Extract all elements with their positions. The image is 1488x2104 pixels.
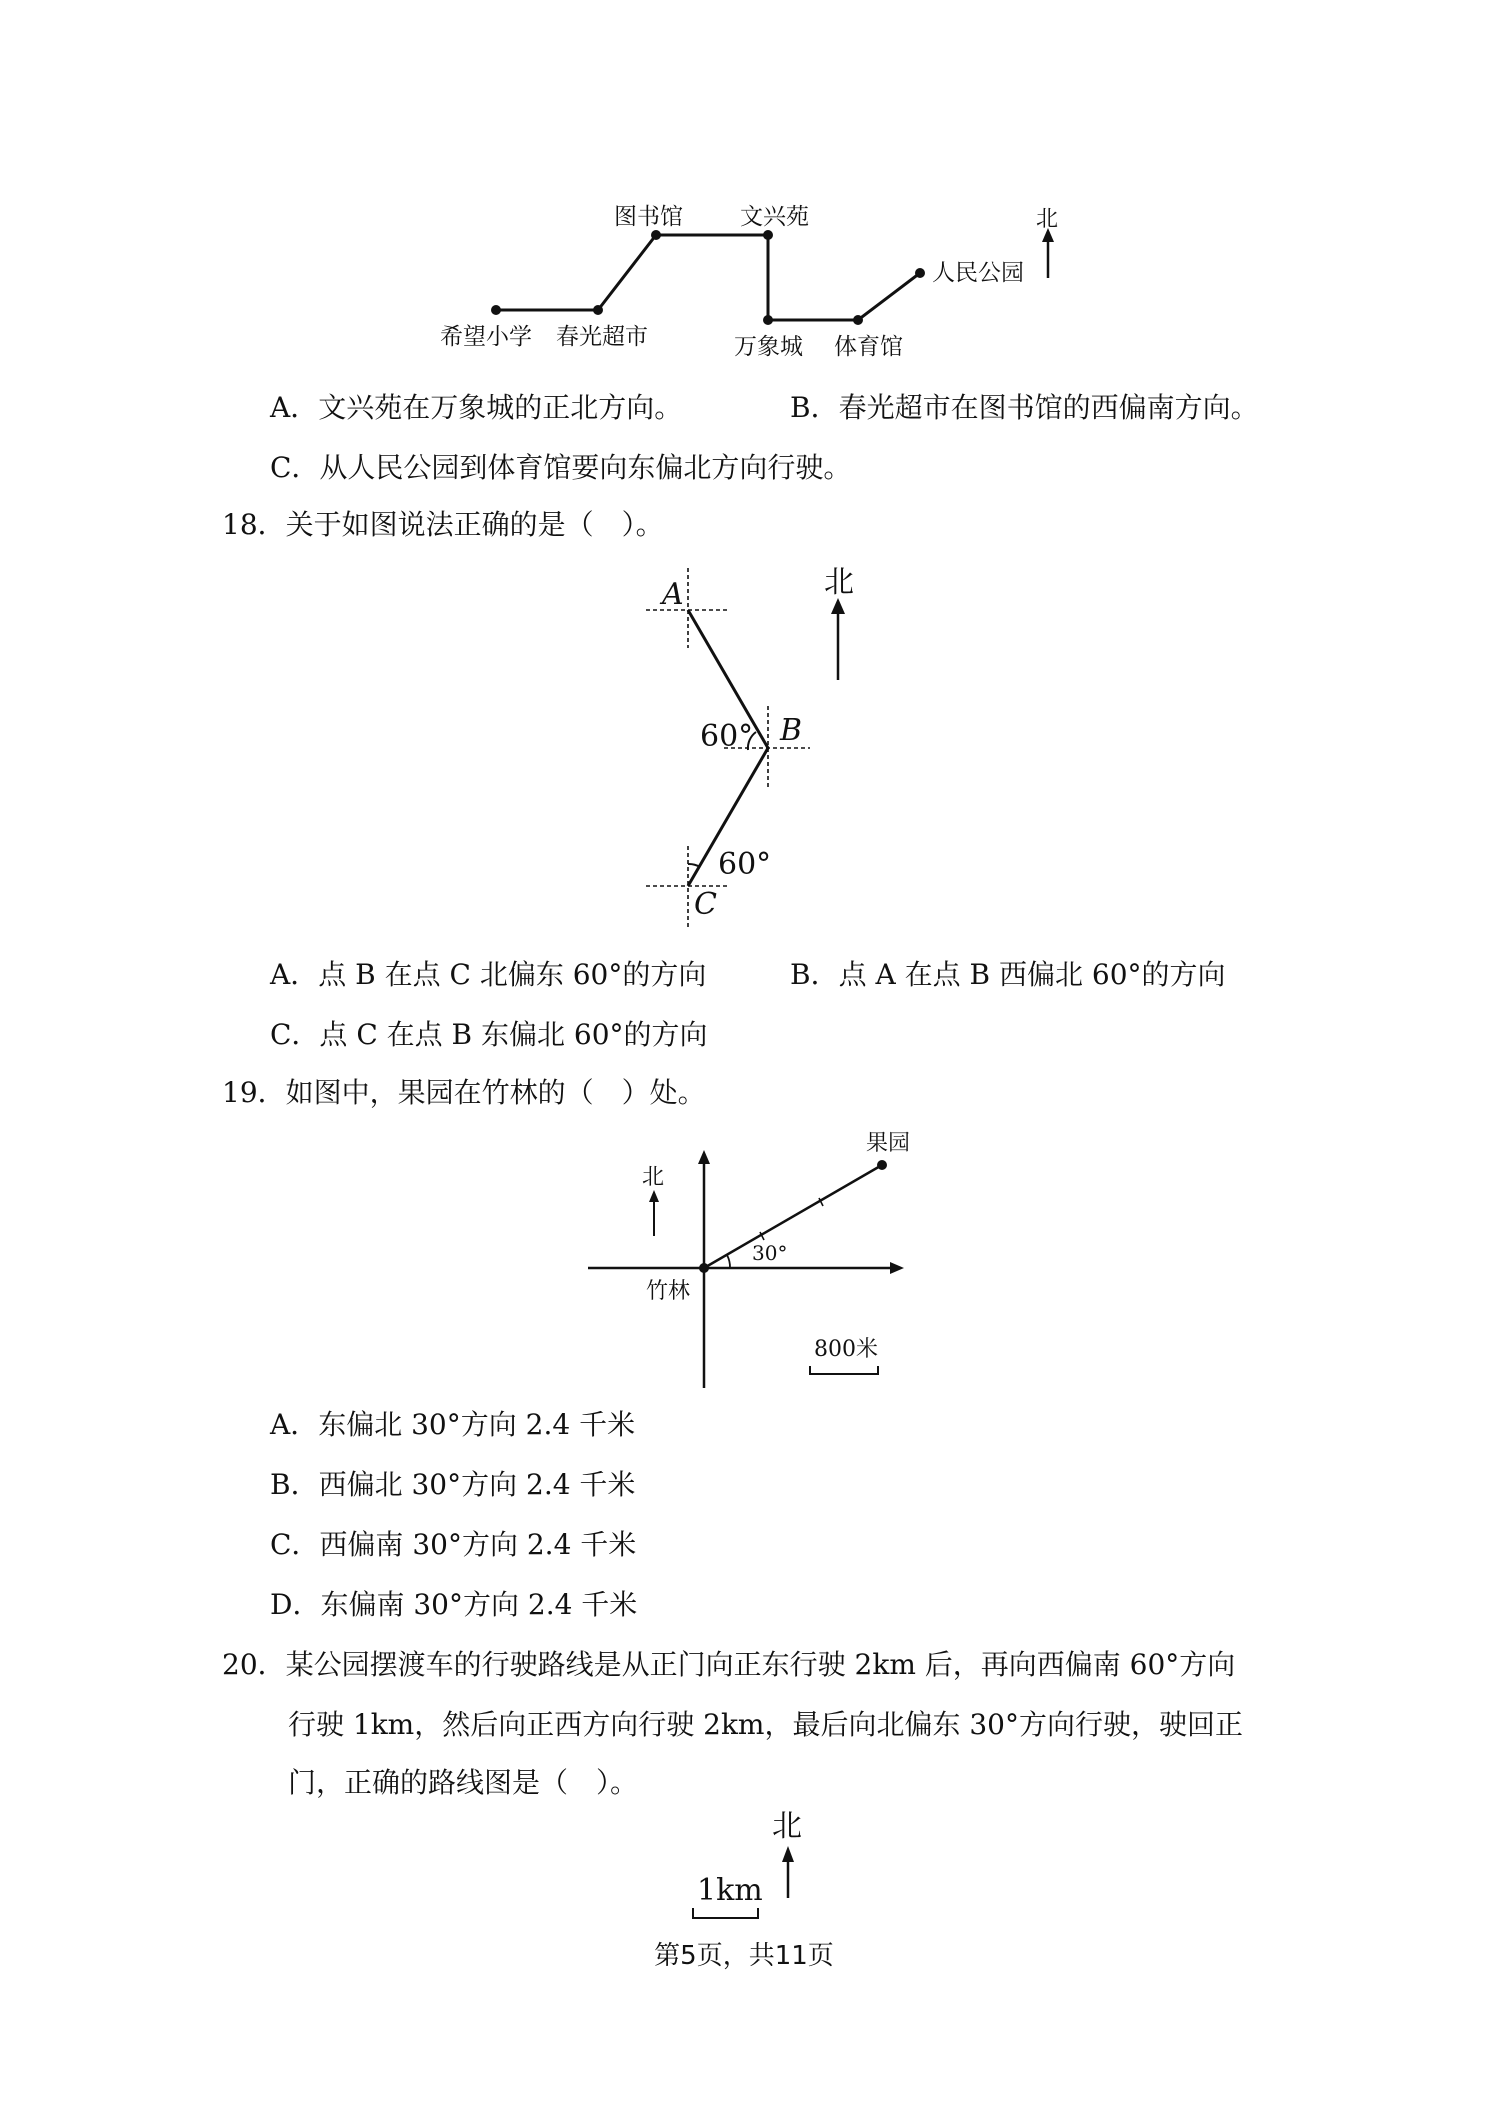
q19-stem: 19．如图中，果园在竹林的（ ）处。 [222,1076,706,1109]
label-scale: 800米 [814,1337,878,1362]
q18-stem: 18．关于如图说法正确的是（ ）。 [222,508,664,541]
label-stadium: 体育馆 [834,334,903,360]
north-arrow-head [782,1846,794,1862]
label-scale: 1km [697,1873,763,1908]
q19-option-a: A．东偏北 30°方向 2.4 千米 [270,1408,636,1441]
label-point-c: C [694,887,717,922]
q18-option-c: C．点 C 在点 B 东偏北 60°的方向 [270,1018,708,1051]
q19-option-c: C．西偏南 30°方向 2.4 千米 [270,1528,637,1561]
q17-option-a: A．文兴苑在万象城的正北方向。 [270,391,683,424]
label-angle-b: 60° [700,719,754,754]
label-orchard: 果园 [866,1131,911,1156]
label-north: 北 [642,1165,665,1190]
label-north: 北 [824,565,854,600]
q17-option-b: B．春光超市在图书馆的西偏南方向。 [790,391,1259,424]
label-north: 北 [772,1809,802,1844]
scale-bar [693,1908,758,1918]
label-library: 图书馆 [614,204,683,230]
label-peoples-park: 人民公园 [932,260,1024,286]
q20-stem-line1: 20．某公园摆渡车的行驶路线是从正门向正东行驶 2km 后，再向西偏南 60°方向 [222,1648,1236,1681]
label-chunguang-market: 春光超市 [556,324,648,350]
q18-option-a: A．点 B 在点 C 北偏东 60°的方向 [270,958,707,991]
q18-option-b: B．点 A 在点 B 西偏北 60°的方向 [790,958,1226,991]
q19-option-d: D．东偏南 30°方向 2.4 千米 [270,1588,638,1621]
label-bamboo: 竹林 [646,1279,691,1304]
q20-stem-line2: 行驶 1km，然后向正西方向行驶 2km，最后向北偏东 30°方向行驶，驶回正 [288,1708,1243,1741]
q19-option-b: B．西偏北 30°方向 2.4 千米 [270,1468,636,1501]
q17-option-c: C．从人民公园到体育馆要向东偏北方向行驶。 [270,451,852,484]
label-angle: 30° [752,1241,788,1265]
label-wenxingyuan: 文兴苑 [740,204,809,230]
label-hope-school: 希望小学 [440,324,532,350]
label-point-b: B [780,713,803,748]
label-point-a: A [662,577,684,612]
q20-stem-line3: 门，正确的路线图是（ ）。 [288,1766,639,1799]
label-north: 北 [1036,207,1059,232]
page-footer: 第5页，共11页 [654,1941,834,1971]
label-wanxiang-city: 万象城 [734,334,803,360]
label-angle-c: 60° [718,847,772,882]
